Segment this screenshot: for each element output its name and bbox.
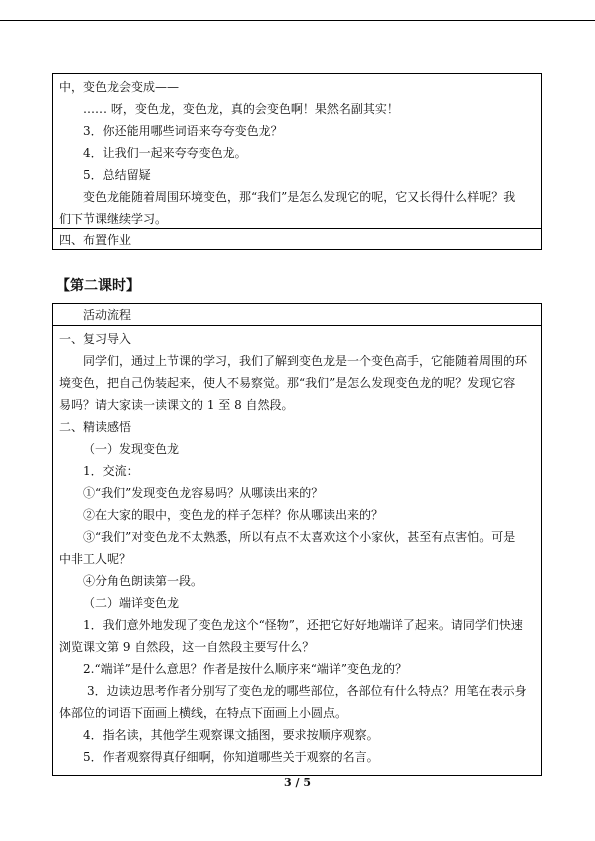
text-line: ③“我们”对变色龙不太熟悉，所以有点不太喜欢这个小家伙，甚至有点害怕。可是 [83,530,516,544]
text-line: 中，变色龙会变成—— [59,80,180,94]
text-line: 四、布置作业 [59,233,132,247]
text-line: （二）端详变色龙 [83,596,180,610]
text-line: 2.“端详”是什么意思？作者是按什么顺序来“端详”变色龙的？ [83,662,407,676]
text-line: 中非工人呢？ [59,552,132,566]
text-line: 同学们，通过上节课的学习，我们了解到变色龙是一个变色高手，它能随着周围的环 [83,354,528,368]
lesson-one-tail-box [52,73,542,250]
text-line: ①“我们”发现变色龙容易吗？从哪读出来的？ [83,486,324,500]
row-divider [53,325,541,326]
text-line: 易吗？请大家读一读课文的 1 至 8 自然段。 [59,398,294,412]
text-line: 5．总结留疑 [83,168,151,182]
text-line: 4．让我们一起来夸夸变色龙。 [83,146,247,160]
text-line: 一、复习导入 [59,332,132,346]
table-header: 活动流程 [83,308,132,322]
text-line: 5．作者观察得真仔细啊，你知道哪些关于观察的名言。 [83,750,379,764]
text-line: 1．我们意外地发现了变色龙这个“怪物”，还把它好好地端详了起来。请同学们快速 [83,618,523,632]
lesson-two-box [52,303,542,776]
text-line: 境变色，把自己伪装起来，使人不易察觉。那“我们”是怎么发现变色龙的呢？发现它容 [59,376,516,390]
text-line: 1．交流： [83,464,139,478]
text-line: 变色龙能随着周围环境变色，那“我们”是怎么发现它的呢，它又长得什么样呢？我 [83,190,516,204]
text-line: 4．指名读，其他学生观察课文插图，要求按顺序观察。 [83,728,379,742]
text-line: ④分角色朗读第一段。 [83,574,204,588]
text-line: 3．你还能用哪些词语来夸夸变色龙？ [83,124,283,138]
page-header-rule [0,20,595,21]
text-line: 们下节课继续学习。 [59,212,168,226]
text-line: 浏览课文第 9 自然段，这一自然段主要写什么？ [59,640,315,654]
text-line: （一）发现变色龙 [83,442,180,456]
text-line: 二、精读感悟 [59,420,132,434]
text-line: …… 呀，变色龙，变色龙，真的会变色啊！果然名副其实！ [83,102,399,116]
text-line: 体部位的词语下面画上横线，在特点下面画上小圆点。 [59,706,348,720]
row-divider [53,228,541,229]
section-title: 【第二课时】 [56,278,140,294]
text-line: 3．边读边思考作者分别写了变色龙的哪些部位，各部位有什么特点？用笔在表示身 [87,684,527,698]
text-line: ②在大家的眼中，变色龙的样子怎样？你从哪读出来的？ [83,508,384,522]
page-number: 3 / 5 [284,776,311,789]
